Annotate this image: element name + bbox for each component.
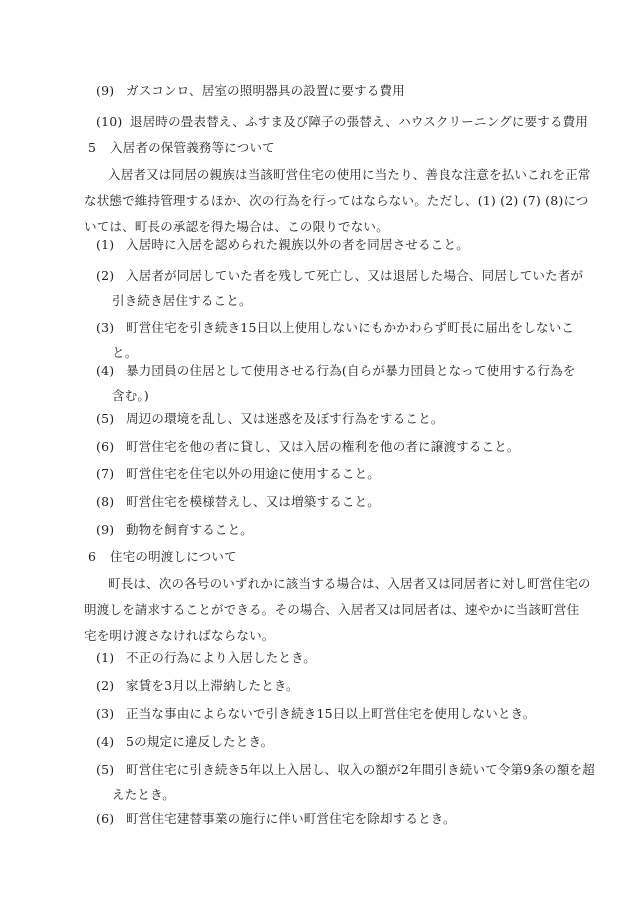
list-item xyxy=(96,461,556,486)
item-text: 退居時の畳表替え、ふすま及び障子の張替え、ハウスクリーニングに要する費用 xyxy=(130,114,589,129)
section-paragraph xyxy=(84,571,591,649)
item-text: 町営住宅を引き続き15日以上使用しないにもかかわらず町長に届出をしないこ xyxy=(126,320,575,335)
item-text: 周辺の環境を乱し、又は迷惑を及ぼす行為をすること。 xyxy=(126,411,444,426)
item-text: 町営住宅建替事業の施行に伴い町営住宅を除却するとき。 xyxy=(126,811,456,826)
item-text-continued: と。 xyxy=(112,345,138,360)
item-number: (6) xyxy=(96,811,115,826)
list-item xyxy=(96,489,556,514)
section-paragraph xyxy=(84,162,591,240)
list-item xyxy=(96,78,556,103)
item-text: ガスコンロ、居室の照明器具の設置に要する費用 xyxy=(126,83,405,98)
paragraph-line: 宅を明け渡さなければならない。 xyxy=(84,628,275,643)
item-number: (9) xyxy=(96,522,115,537)
item-text: 5の規定に違反したとき。 xyxy=(126,734,274,749)
item-number: (8) xyxy=(96,494,115,509)
item-text: 町営住宅を他の者に貸し、又は入居の権利を他の者に譲渡すること。 xyxy=(126,439,520,454)
section-title: 入居者の保管義務等について xyxy=(110,140,275,155)
item-number: (4) xyxy=(96,734,115,749)
paragraph-line: いては、町長の承認を得た場合は、この限りでない。 xyxy=(84,219,389,234)
list-item xyxy=(96,645,556,670)
paragraph-line: 入居者又は同居の親族は当該町営住宅の使用に当たり、善良な注意を払いこれを正常 xyxy=(108,167,591,182)
item-text-continued: 引き続き居住すること。 xyxy=(112,293,252,308)
item-text: 町営住宅に引き続き5年以上入居し、収入の額が2年間引き続いて令第9条の額を超 xyxy=(126,762,595,777)
item-number: (1) xyxy=(96,237,115,252)
section-heading xyxy=(88,544,237,569)
item-number: (10) xyxy=(96,114,123,129)
item-number: (2) xyxy=(96,268,115,283)
list-item xyxy=(96,109,589,134)
item-text-continued: えたとき。 xyxy=(112,787,176,802)
item-text: 町営住宅を住宅以外の用途に使用すること。 xyxy=(126,466,381,481)
list-item xyxy=(96,406,556,431)
list-item xyxy=(96,673,556,698)
paragraph-line: な状態で維持管理するほか、次の行為を行ってはならない。ただし、(1) (2) (7) (8)につ xyxy=(84,193,589,208)
item-number: (3) xyxy=(96,706,115,721)
item-number: (5) xyxy=(96,411,115,426)
section-heading xyxy=(88,135,275,160)
item-text: 入居時に入居を認められた親族以外の者を同居させること。 xyxy=(126,237,469,252)
list-item xyxy=(96,358,576,408)
item-text: 不正の行為により入居したとき。 xyxy=(126,650,317,665)
item-number: (7) xyxy=(96,466,115,481)
item-number: (4) xyxy=(96,363,115,378)
item-number: (1) xyxy=(96,650,115,665)
list-item xyxy=(96,701,556,726)
list-item xyxy=(96,517,556,542)
list-item xyxy=(96,806,556,831)
list-item xyxy=(96,263,584,313)
item-number: (3) xyxy=(96,320,115,335)
paragraph-line: 明渡しを請求することができる。その場合、入居者又は同居者は、速やかに当該町営住 xyxy=(84,602,580,617)
item-text-continued: 含む。) xyxy=(112,388,149,403)
list-item xyxy=(96,757,595,807)
list-item xyxy=(96,434,556,459)
item-number: (6) xyxy=(96,439,115,454)
item-text: 家賃を3月以上滞納したとき。 xyxy=(126,678,299,693)
item-text: 正当な事由によらないで引き続き15日以上町営住宅を使用しないとき。 xyxy=(126,706,536,721)
item-text: 動物を飼育すること。 xyxy=(126,522,254,537)
paragraph-line: 町長は、次の各号のいずれかに該当する場合は、入居者又は同居者に対し町営住宅の xyxy=(108,576,591,591)
item-number: (9) xyxy=(96,83,115,98)
item-text: 暴力団員の住居として使用させる行為(自らが暴力団員となって使用する行為を xyxy=(126,363,576,378)
section-number: 5 xyxy=(88,140,97,155)
item-text: 町営住宅を模様替えし、又は増築すること。 xyxy=(126,494,381,509)
section-number: 6 xyxy=(88,549,97,564)
list-item xyxy=(96,729,556,754)
item-number: (2) xyxy=(96,678,115,693)
list-item xyxy=(96,232,556,257)
item-number: (5) xyxy=(96,762,115,777)
section-title: 住宅の明渡しについて xyxy=(110,549,237,564)
item-text: 入居者が同居していた者を残して死亡し、又は退居した場合、同居していた者が xyxy=(126,268,584,283)
